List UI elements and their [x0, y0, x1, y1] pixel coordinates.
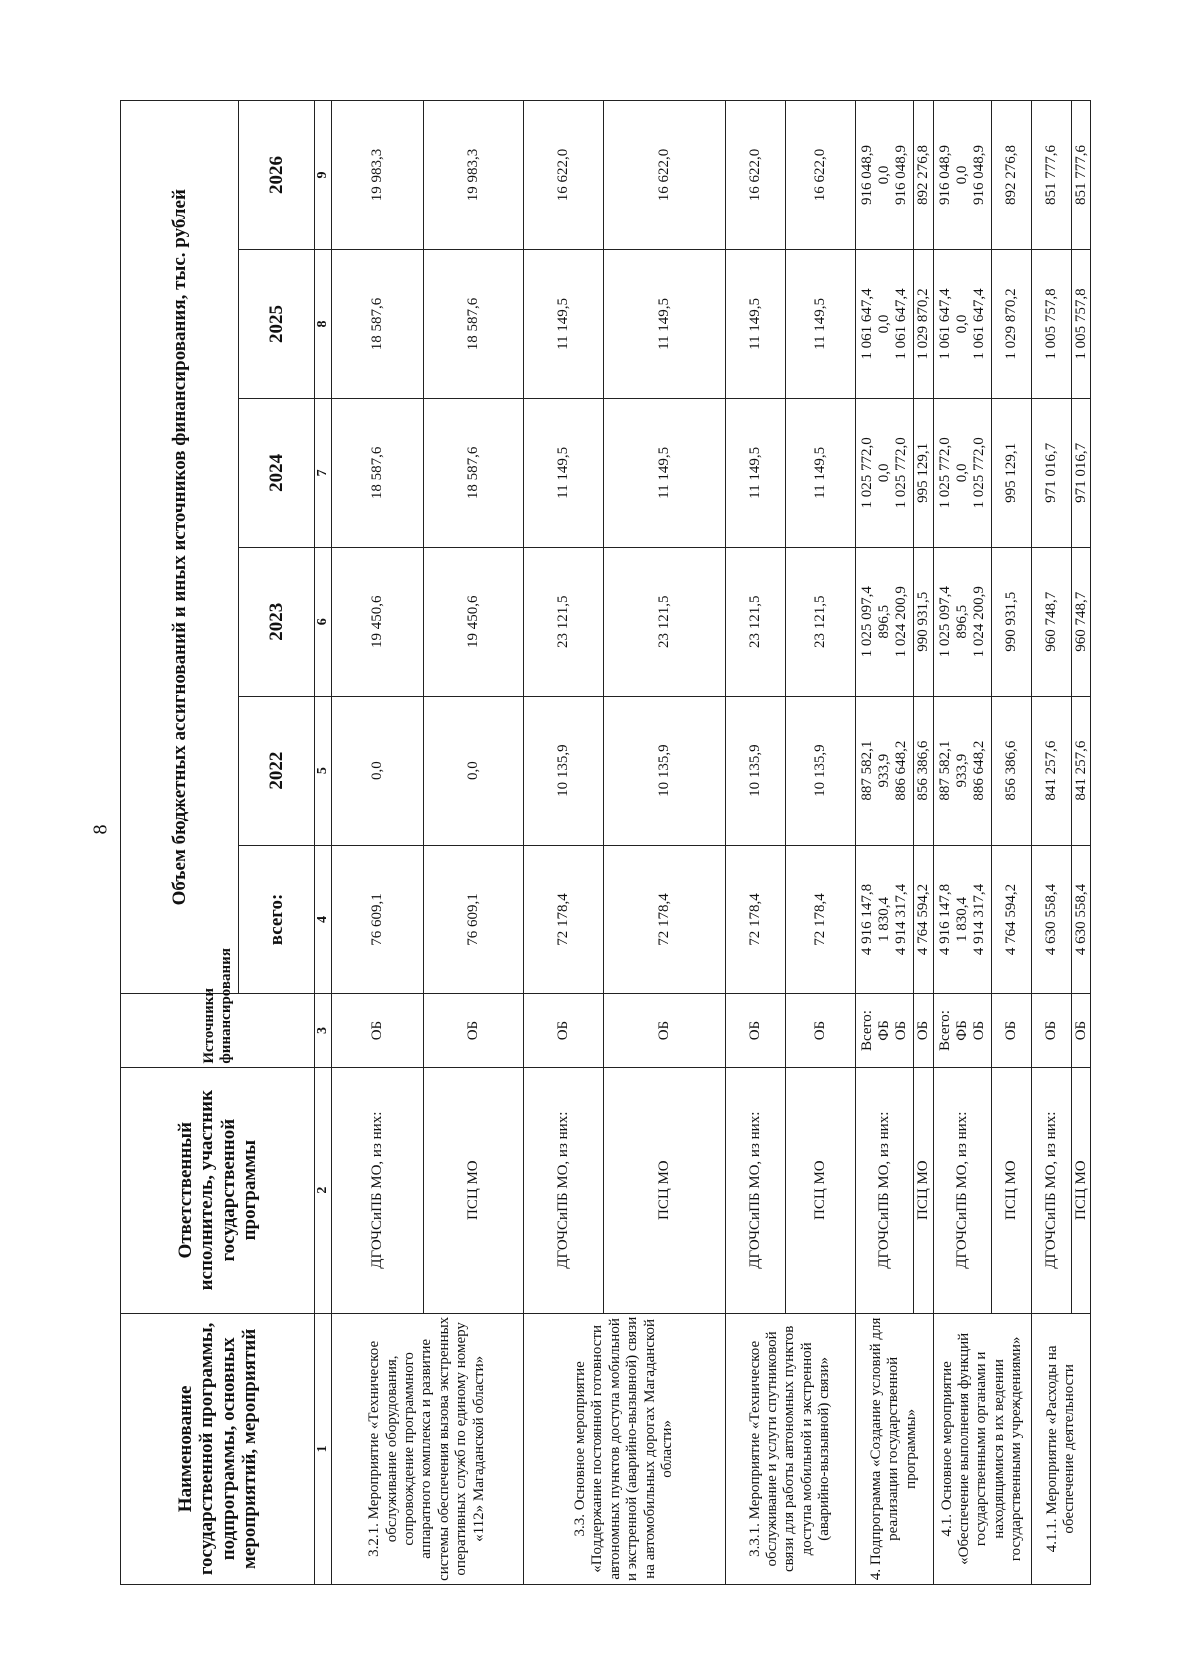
header-responsible: Ответственный исполнитель, участник государственной программы	[121, 1067, 315, 1313]
source-total: Всего:	[858, 1010, 875, 1052]
header-year: 2026	[239, 101, 315, 250]
value-cell: 0,0	[423, 696, 523, 845]
value-cell: 16 622,0	[523, 101, 603, 250]
header-year: 2022	[239, 696, 315, 845]
source-cell: ОБ	[1071, 994, 1091, 1067]
value-cell: 1 061 647,4 0,0 1 061 647,4	[933, 250, 991, 399]
table-row	[523, 101, 603, 1585]
column-number: 6	[315, 547, 332, 696]
value-cell: 892 276,8	[991, 101, 1031, 250]
responsible-cell: ДГОЧСиПБ МО, из них:	[933, 1067, 991, 1313]
source-cell: ОБ	[1031, 994, 1071, 1067]
source-cell: ОБ	[423, 994, 523, 1067]
value-cell: 11 149,5	[785, 398, 855, 547]
column-number: 7	[315, 398, 332, 547]
value-cell: 76 609,1	[331, 845, 423, 994]
source-regional: ОБ	[970, 1020, 987, 1041]
value-cell: 841 257,6	[1071, 696, 1091, 845]
source-regional: ОБ	[892, 1020, 909, 1041]
value-cell: 1 025 097,4 896,5 1 024 200,9	[933, 547, 991, 696]
budget-table	[120, 100, 1091, 1585]
value-cell: 1 025 097,4 896,5 1 024 200,9	[855, 547, 913, 696]
value-cell: 19 983,3	[423, 101, 523, 250]
header-year: 2025	[239, 250, 315, 399]
program-name: 4. Подпрограмма «Создание условий для реализации государственной программы»	[855, 1313, 933, 1584]
value-cell: 841 257,6	[1031, 696, 1071, 845]
program-name: 3.3.1. Мероприятие «Техническое обслуживание и услуги спутниковой связи для работы автономных пунктов доступа мобильной и экстренной (аварийно-вызывной) связи»	[725, 1313, 855, 1584]
value-cell: 10 135,9	[785, 696, 855, 845]
source-cell: ОБ	[603, 994, 725, 1067]
value-cell: 856 386,6	[991, 696, 1031, 845]
header-year: 2023	[239, 547, 315, 696]
value-cell: 990 931,5	[913, 547, 933, 696]
value-cell: 916 048,9 0,0 916 048,9	[933, 101, 991, 250]
source-cell: ОБ	[785, 994, 855, 1067]
value-cell: 23 121,5	[523, 547, 603, 696]
value-cell: 1 061 647,4 0,0 1 061 647,4	[855, 250, 913, 399]
responsible-cell: ДГОЧСиПБ МО, из них:	[1031, 1067, 1071, 1313]
source-federal: ФБ	[875, 1020, 892, 1041]
responsible-cell: ДГОЧСиПБ МО, из них:	[725, 1067, 785, 1313]
responsible-cell: ПСЦ МО	[603, 1067, 725, 1313]
source-total: Всего:	[936, 1010, 953, 1052]
column-number: 4	[315, 845, 332, 994]
value-cell: 18 587,6	[331, 250, 423, 399]
value-cell: 72 178,4	[603, 845, 725, 994]
responsible-cell: ДГОЧСиПБ МО, из них:	[523, 1067, 603, 1313]
value-cell: 72 178,4	[785, 845, 855, 994]
value-cell: 23 121,5	[725, 547, 785, 696]
value-cell: 72 178,4	[523, 845, 603, 994]
value-cell: 1 025 772,0 0,0 1 025 772,0	[933, 398, 991, 547]
rotated-page	[120, 100, 1089, 1585]
table-row	[1031, 101, 1071, 1585]
value-cell: 851 777,6	[1031, 101, 1071, 250]
value-cell: 856 386,6	[913, 696, 933, 845]
column-number: 3	[315, 994, 332, 1067]
value-cell: 892 276,8	[913, 101, 933, 250]
value-cell: 4 630 558,4	[1031, 845, 1071, 994]
value-cell: 4 630 558,4	[1071, 845, 1091, 994]
source-cell: ОБ	[523, 994, 603, 1067]
value-cell: 990 931,5	[991, 547, 1031, 696]
source-cell: ОБ	[725, 994, 785, 1067]
value-cell: 18 587,6	[423, 250, 523, 399]
responsible-cell: ДГОЧСиПБ МО, из них:	[855, 1067, 913, 1313]
value-cell: 1 029 870,2	[913, 250, 933, 399]
value-cell: 971 016,7	[1031, 398, 1071, 547]
responsible-cell: ДГОЧСиПБ МО, из них:	[331, 1067, 423, 1313]
value-cell: 1 005 757,8	[1071, 250, 1091, 399]
value-cell: 10 135,9	[603, 696, 725, 845]
source-cell	[855, 994, 913, 1067]
source-federal: ФБ	[953, 1020, 970, 1041]
value-cell: 72 178,4	[725, 845, 785, 994]
value-cell: 851 777,6	[1071, 101, 1091, 250]
header-year: 2024	[239, 398, 315, 547]
value-cell: 4 764 594,2	[913, 845, 933, 994]
column-number: 9	[315, 101, 332, 250]
program-name: 3.2.1. Мероприятие «Техническое обслуживание оборудования, сопровождение программного аппаратного комплекса и развитие системы обеспечения вызова экстренных оперативных служб по единому номеру «112» Магаданской области»	[331, 1313, 523, 1584]
header-volume: Объем бюджетных ассигнований и иных источников финансирования, тыс. рублей	[121, 101, 239, 994]
value-cell: 11 149,5	[603, 250, 725, 399]
value-cell: 16 622,0	[785, 101, 855, 250]
page-number: 8	[89, 824, 112, 835]
value-cell: 971 016,7	[1071, 398, 1091, 547]
value-cell: 23 121,5	[785, 547, 855, 696]
value-cell: 11 149,5	[523, 398, 603, 547]
responsible-cell: ПСЦ МО	[913, 1067, 933, 1313]
value-cell: 960 748,7	[1031, 547, 1071, 696]
source-cell	[933, 994, 991, 1067]
value-cell: 19 983,3	[331, 101, 423, 250]
responsible-cell: ПСЦ МО	[991, 1067, 1031, 1313]
column-number: 1	[315, 1313, 332, 1584]
value-cell: 23 121,5	[603, 547, 725, 696]
value-cell: 19 450,6	[423, 547, 523, 696]
header-name: Наименование государственной программы, подпрограммы, основных мероприятий, мероприятий	[121, 1313, 315, 1584]
value-cell: 18 587,6	[423, 398, 523, 547]
value-cell: 19 450,6	[331, 547, 423, 696]
value-cell: 995 129,1	[913, 398, 933, 547]
column-number: 8	[315, 250, 332, 399]
source-cell: ОБ	[991, 994, 1031, 1067]
value-cell: 11 149,5	[523, 250, 603, 399]
table-row	[933, 101, 991, 1585]
header-year: всего:	[239, 845, 315, 994]
header-source: Источники финансирования	[121, 994, 315, 1067]
value-cell: 1 029 870,2	[991, 250, 1031, 399]
value-cell: 11 149,5	[725, 250, 785, 399]
value-cell: 18 587,6	[331, 398, 423, 547]
column-number: 2	[315, 1067, 332, 1313]
program-name: 4.1. Основное мероприятие «Обеспечение выполнения функций государственными органами и находящимися в их ведении государственными учреждениями»	[933, 1313, 1031, 1584]
value-cell: 960 748,7	[1071, 547, 1091, 696]
source-cell: ОБ	[331, 994, 423, 1067]
value-cell: 11 149,5	[725, 398, 785, 547]
value-cell: 10 135,9	[523, 696, 603, 845]
value-cell: 10 135,9	[725, 696, 785, 845]
table-row	[855, 101, 913, 1585]
value-cell: 916 048,9 0,0 916 048,9	[855, 101, 913, 250]
program-name: 3.3. Основное мероприятие «Поддержание постоянной готовности автономных пунктов доступа мобильной и экстренной (аварийно-вызывной) связи на автомобильных дорогах Магаданской области»	[523, 1313, 725, 1584]
value-cell: 995 129,1	[991, 398, 1031, 547]
column-number: 5	[315, 696, 332, 845]
value-cell: 0,0	[331, 696, 423, 845]
responsible-cell: ПСЦ МО	[1071, 1067, 1091, 1313]
source-cell: ОБ	[913, 994, 933, 1067]
value-cell: 1 005 757,8	[1031, 250, 1071, 399]
responsible-cell: ПСЦ МО	[785, 1067, 855, 1313]
value-cell: 16 622,0	[725, 101, 785, 250]
value-cell: 16 622,0	[603, 101, 725, 250]
value-cell: 887 582,1 933,9 886 648,2	[933, 696, 991, 845]
table-row	[331, 101, 423, 1585]
value-cell: 1 025 772,0 0,0 1 025 772,0	[855, 398, 913, 547]
value-cell: 887 582,1 933,9 886 648,2	[855, 696, 913, 845]
value-cell: 11 149,5	[603, 398, 725, 547]
value-cell: 4 916 147,8 1 830,4 4 914 317,4	[855, 845, 913, 994]
value-cell: 11 149,5	[785, 250, 855, 399]
value-cell: 76 609,1	[423, 845, 523, 994]
value-cell: 4 764 594,2	[991, 845, 1031, 994]
program-name: 4.1.1. Мероприятие «Расходы на обеспечение деятельности	[1031, 1313, 1091, 1584]
table-row	[725, 101, 785, 1585]
responsible-cell: ПСЦ МО	[423, 1067, 523, 1313]
value-cell: 4 916 147,8 1 830,4 4 914 317,4	[933, 845, 991, 994]
